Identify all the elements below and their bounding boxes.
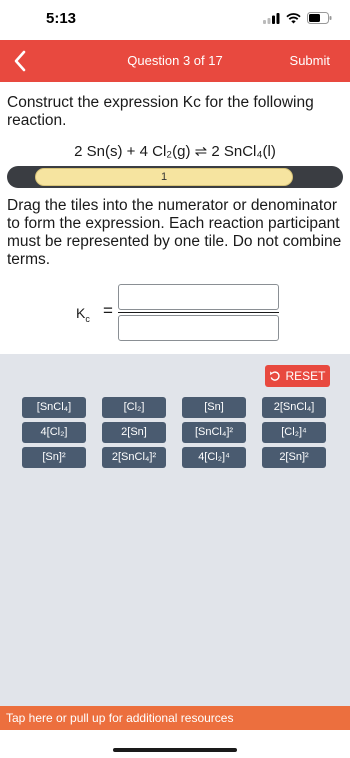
- battery-icon: [307, 12, 332, 24]
- tile-4-cl2[interactable]: 4[Cl₂]: [22, 422, 86, 443]
- tile-4-cl2-fourth[interactable]: 4[Cl₂]⁴: [182, 447, 246, 468]
- submit-button[interactable]: Submit: [289, 53, 330, 68]
- signal-icon: [263, 13, 280, 24]
- tile-sncl4-squared[interactable]: [SnCl₄]²: [182, 422, 246, 443]
- status-icons: [263, 12, 332, 24]
- kc-label: [76, 305, 90, 324]
- tile-2-sn[interactable]: 2[Sn]: [102, 422, 166, 443]
- numerator-drop-zone[interactable]: [118, 284, 279, 310]
- drag-instructions: Drag the tiles into the numerator or denominator to form the expression. Each reaction participant must be represented by one tile. Do not combine terms.: [7, 197, 342, 268]
- status-bar: [0, 0, 350, 36]
- tile-cl2-fourth[interactable]: [Cl₂]⁴: [262, 422, 326, 443]
- tile-2-sncl4[interactable]: 2[SnCl₄]: [262, 397, 326, 418]
- equals-sign: =: [103, 301, 113, 320]
- kc-subscript: c: [85, 313, 90, 324]
- tile-2-sn-squared[interactable]: 2[Sn]²: [262, 447, 326, 468]
- progress-step: 1: [35, 168, 293, 186]
- question-prompt: Construct the expression Kc for the following reaction.: [7, 94, 314, 129]
- tile-sn-squared[interactable]: [Sn]²: [22, 447, 86, 468]
- reset-label: RESET: [285, 369, 326, 383]
- status-time: 5:13: [46, 10, 77, 27]
- progress-bar: [7, 166, 343, 188]
- wifi-icon: [286, 13, 301, 24]
- resources-label: Tap here or pull up for additional resources: [6, 711, 234, 725]
- question-header: [0, 40, 350, 82]
- reaction-equation: 2 Sn(s) + 4 Cl₂(g) ⇌ 2 SnCl₄(l): [74, 143, 276, 160]
- denominator-drop-zone[interactable]: [118, 315, 279, 341]
- resources-bar[interactable]: [0, 706, 350, 730]
- tile-tray: [0, 354, 350, 706]
- fraction-line: [118, 312, 279, 313]
- tile-grid: [0, 354, 350, 474]
- question-counter: Question 3 of 17: [127, 53, 223, 68]
- kc-symbol: K: [76, 305, 86, 321]
- tile-sn[interactable]: [Sn]: [182, 397, 246, 418]
- tile-sncl4[interactable]: [SnCl₄]: [22, 397, 86, 418]
- tile-cl2[interactable]: [Cl₂]: [102, 397, 166, 418]
- home-indicator[interactable]: [113, 748, 237, 752]
- tile-2-sncl4-squared[interactable]: 2[SnCl₄]²: [102, 447, 166, 468]
